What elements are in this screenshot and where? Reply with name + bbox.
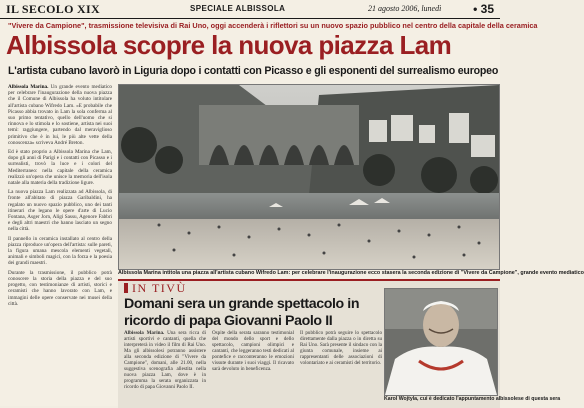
issue-date: 21 agosto 2006, lunedì: [368, 4, 442, 13]
beach-photo: [118, 84, 500, 270]
page-number: • 35: [473, 2, 494, 16]
paragraph-text: Durante la trasmissione, il pubblico potrà conoscere la storia della piazza e del suo progetto, con testimonianze di artisti, storici e ceramisti che hanno lavorato con Lam, e immagini delle opere conservate nei musei della città.: [8, 269, 112, 307]
body-paragraph: [8, 84, 112, 146]
newspaper-logo: IL SECOLO XIX: [6, 2, 100, 16]
article-body: [8, 84, 112, 402]
paragraph-text: Una sera ricca di artisti sportivi e cantanti, quella che interpreterà in video il film di Rai Uno. Ma gli albissolesi potranno assistere alla seconda edizione di "Vivere da Campione", domani, alle 21.00, nella suggestiva scenografia allestita nella nuova piazza Lam, dove è in programma la serata organizzata in ricordo di papa Giovanni Paolo II.: [124, 330, 206, 390]
paragraph-text: Ospite della serata saranno testimonial del mondo dello sport e dello spettacolo, campioni olimpici e cantanti, che leggeranno testi dedicati al pontefice e racconteranno le emozioni vissute durante i suoi viaggi. Il ricavato sarà devoluto in beneficenza.: [212, 330, 294, 372]
paragraph-text: Ed è stato proprio a Albissola Marina che Lam, dopo gli anni di Parigi e i contatti con Picasso e i surrealisti, trovò la luce e i colori del Mediterraneo: nella capitale della ceramica realizzò un'opera che unisce la memoria dell'isola natale alla materia della tradizione ligure.: [8, 149, 112, 187]
box-headline: Domani sera un grande spettacolo in ricordo di papa Giovanni Paolo II: [124, 296, 360, 329]
article-headline: Albissola scopre la nuova piazza Lam: [6, 30, 452, 60]
body-paragraph: [8, 270, 112, 307]
article-subhead: L'artista cubano lavorò in Liguria dopo i contatti con Picasso e gli esponenti del surrealismo europeo: [8, 65, 499, 77]
paragraph-text: Il pubblico potrà seguire lo spettacolo direttamente dalla piazza o in diretta su Rai Uno. Sarà presente il sindaco con la giunta comunale, insieme ai rappresentanti delle associazioni di volontariato e ai ceramisti del territorio.: [300, 330, 382, 366]
beach-photo-image: [119, 85, 499, 269]
section-label: SPECIALE ALBISSOLA: [190, 4, 286, 13]
pope-portrait-image: [385, 289, 497, 395]
paragraph-lead: Albissola Marina.: [124, 330, 165, 336]
box-column: [300, 330, 382, 396]
paragraph-text: La nuova piazza Lam realizzata ad Albissola, di fronte all'abitato di piazza Garibaldini, ha regalato un nuovo spazio pubblico, uno dei tanti itinerari che legano le opere d'arte di Lucio Fontana, Asger Jorn, Aligi Sassu, Agenore Fabbri e degli altri maestri che hanno lasciato un segno nella città.: [8, 189, 112, 233]
pope-photo-caption: Karol Wojtyla, cui è dedicato l'appuntamento albissolese di questa sera: [384, 396, 561, 402]
body-paragraph: [8, 149, 112, 186]
pope-photo: [384, 288, 498, 396]
box-rubric: IN TIVÙ: [124, 281, 187, 296]
body-paragraph: [8, 236, 112, 267]
paragraph-lead: Albissola Marina.: [8, 84, 49, 90]
article-kicker: "Vivere da Campione", trasmissione televisiva di Rai Uno, oggi accenderà i riflettori su un nuovo spazio pubblico nel centro della capitale della ceramica: [8, 21, 538, 30]
main-photo-caption: Albissola Marina intitola una piazza all'artista cubano Wifredo Lam: per celebrare l'inaugurazione ecco stasera la seconda edizione di "Vivere da Campione", grande evento mediatico: [118, 270, 584, 276]
box-column: [124, 330, 206, 396]
paragraph-text: Il pannello in ceramica installato al centro della piazza riproduce un'opera dell'artista: sulle pareti, la figura umana mescola elementi vegetali, animali e simboli magici, con la forza e la poesia dei grandi maestri.: [8, 235, 112, 267]
box-column: [212, 330, 294, 396]
masthead: [0, 0, 500, 19]
box-body: [124, 330, 382, 396]
body-paragraph: [8, 189, 112, 232]
paragraph-text: Un grande evento mediatico per celebrare l'inaugurazione della nuova piazza che il Comune di Albissola ha voluto intitolare all'artista cubano Wifredo Lam. «E probabile che Picasso abbia trovato in Lam la sola conferma al suo primo tentativo, quello dell'uomo che si rinnova e lo stimola e lo sostiene, artista nei suoi temi: raggiungere, partendo dal meraviglioso primitivo che è in lui, le più alte vette della conoscenza» scriveva André Breton.: [8, 84, 112, 146]
